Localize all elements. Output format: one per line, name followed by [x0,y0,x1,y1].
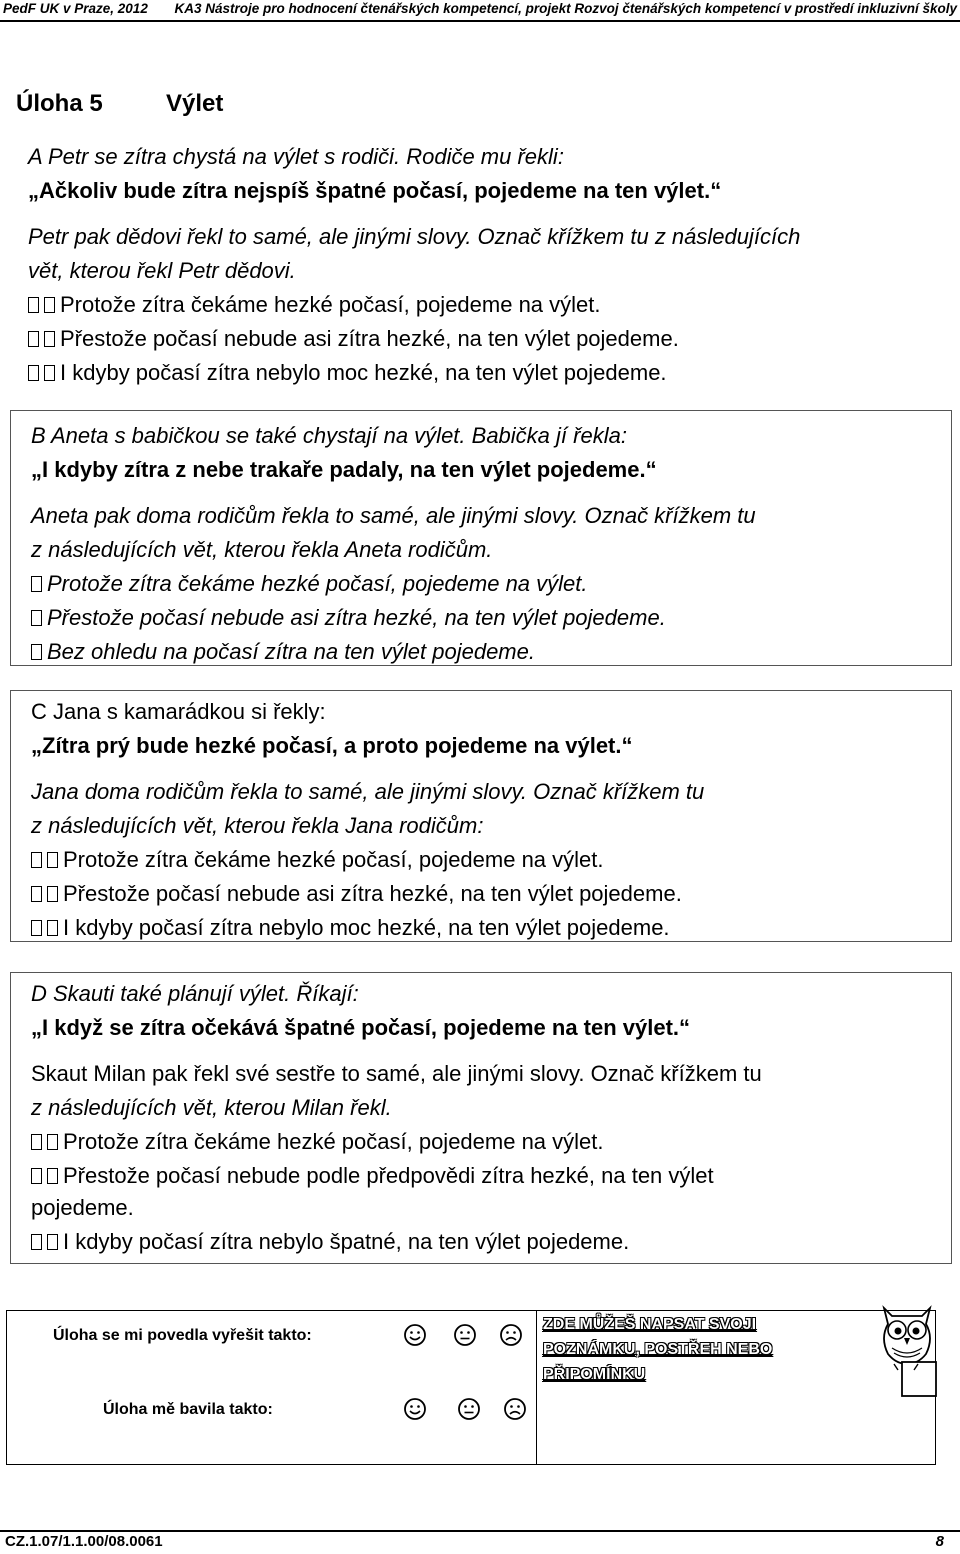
checkbox[interactable] [31,1134,42,1150]
smile-face-icon[interactable] [403,1323,427,1347]
checkbox[interactable] [28,331,39,347]
smile-face-icon[interactable] [403,1397,427,1421]
section-c-quote: „Zítra prý bude hezké počasí, a proto pojedeme na výlet.“ [31,733,633,758]
checkbox[interactable] [31,852,42,868]
section-b-instruction-2: z následujících vět, kterou řekla Aneta rodičům. [31,537,493,562]
sad-face-icon[interactable] [503,1397,527,1421]
footer-code: CZ.1.07/1.1.00/08.0061 [5,1533,163,1550]
section-c-instruction: Jana doma rodičům řekla to samé, ale jinými slovy. Označ křížkem tu [31,779,705,804]
section-a-intro: A Petr se zítra chystá na výlet s rodiči. Rodiče mu řekli: [28,144,564,169]
page-number: 8 [935,1533,944,1550]
option-c2[interactable]: Přestože počasí nebude asi zítra hezké, na ten výlet pojedeme. [31,881,682,907]
section-b [10,410,952,666]
section-d-quote: „I když se zítra očekává špatné počasí, pojedeme na ten výlet.“ [31,1015,691,1040]
option-b1[interactable]: Protože zítra čekáme hezké počasí, pojedeme na výlet. [31,571,588,597]
footer-divider [0,1530,960,1532]
checkbox[interactable] [31,1168,42,1184]
option-a2[interactable]: Přestože počasí nebude asi zítra hezké, na ten výlet pojedeme. [28,326,679,352]
section-b-quote: „I kdyby zítra z nebe trakaře padaly, na ten výlet pojedeme.“ [31,457,657,482]
task-label: Úloha 5 [16,90,103,117]
checkbox-glyph [44,331,55,347]
checkbox[interactable] [31,576,42,592]
checkbox[interactable] [31,886,42,902]
checkbox-glyph [47,1134,58,1150]
checkbox[interactable] [31,610,42,626]
checkbox-glyph [44,365,55,381]
owl-icon [874,1298,940,1400]
neutral-face-icon[interactable] [457,1397,481,1421]
checkbox[interactable] [31,1234,42,1250]
option-a1[interactable]: Protože zítra čekáme hezké počasí, pojedeme na výlet. [28,292,601,318]
section-a-instruction: Petr pak dědovi řekl to samé, ale jinými slovy. Označ křížkem tu z následujících [28,224,801,249]
checkbox-glyph [47,920,58,936]
checkbox[interactable] [28,365,39,381]
checkbox-glyph [44,297,55,313]
checkbox[interactable] [31,644,42,660]
section-b-instruction: Aneta pak doma rodičům řekla to samé, ale jinými slovy. Označ křížkem tu [31,503,756,528]
section-b-intro: B Aneta s babičkou se také chystají na výlet. Babička jí řekla: [31,423,627,448]
page-header [0,0,960,22]
checkbox[interactable] [31,920,42,936]
option-c3[interactable]: I kdyby počasí zítra nebylo moc hezké, na ten výlet pojedeme. [31,915,670,941]
neutral-face-icon[interactable] [453,1323,477,1347]
checkbox-glyph [47,852,58,868]
option-b3[interactable]: Bez ohledu na počasí zítra na ten výlet pojedeme. [31,639,535,665]
eval-row-1-label: Úloha se mi povedla vyřešit takto: [53,1327,312,1344]
checkbox[interactable] [28,297,39,313]
note-area[interactable] [536,1310,816,1465]
checkbox-glyph [47,1168,58,1184]
section-d-instruction: Skaut Milan pak řekl své sestře to samé, ale jinými slovy. Označ křížkem tu [31,1061,762,1086]
option-d1[interactable]: Protože zítra čekáme hezké počasí, pojedeme na výlet. [31,1129,604,1155]
section-c [10,690,952,942]
checkbox-glyph [47,886,58,902]
section-d [10,972,952,1264]
task-name: Výlet [166,90,224,117]
option-d2-cont: pojedeme. [31,1195,134,1220]
header-right: KA3 Nástroje pro hodnocení čtenářských kompetencí, projekt Rozvoj čtenářských kompetencí v prostředí inkluzivní školy [174,1,957,16]
checkbox-glyph [47,1234,58,1250]
header-left: PedF UK v Praze, 2012 [3,1,148,16]
option-c1[interactable]: Protože zítra čekáme hezké počasí, pojedeme na výlet. [31,847,604,873]
section-c-intro: C Jana s kamarádkou si řekly: [31,699,326,724]
note-prompt: ZDE MŮŽEŠ NAPSAT SVOJI POZNÁMKU, POSTŘEH NEBO PŘIPOMÍNKU [543,1316,773,1383]
option-d2[interactable]: Přestože počasí nebude podle předpovědi zítra hezké, na ten výlet [31,1163,714,1189]
option-b2[interactable]: Přestože počasí nebude asi zítra hezké, na ten výlet pojedeme. [31,605,666,631]
section-a-instruction-2: vět, kterou řekl Petr dědovi. [28,258,296,283]
sad-face-icon[interactable] [499,1323,523,1347]
eval-row-2-label: Úloha mě bavila takto: [103,1401,273,1418]
option-d3[interactable]: I kdyby počasí zítra nebylo špatné, na ten výlet pojedeme. [31,1229,629,1255]
section-d-intro: D Skauti také plánují výlet. Říkají: [31,981,359,1006]
section-a-quote: „Ačkoliv bude zítra nejspíš špatné počasí, pojedeme na ten výlet.“ [28,178,722,203]
option-a3[interactable]: I kdyby počasí zítra nebylo moc hezké, na ten výlet pojedeme. [28,360,667,386]
section-c-instruction-2: z následujících vět, kterou řekla Jana rodičům: [31,813,484,838]
section-d-instruction-2: z následujících vět, kterou Milan řekl. [31,1095,392,1120]
section-a [10,140,952,390]
